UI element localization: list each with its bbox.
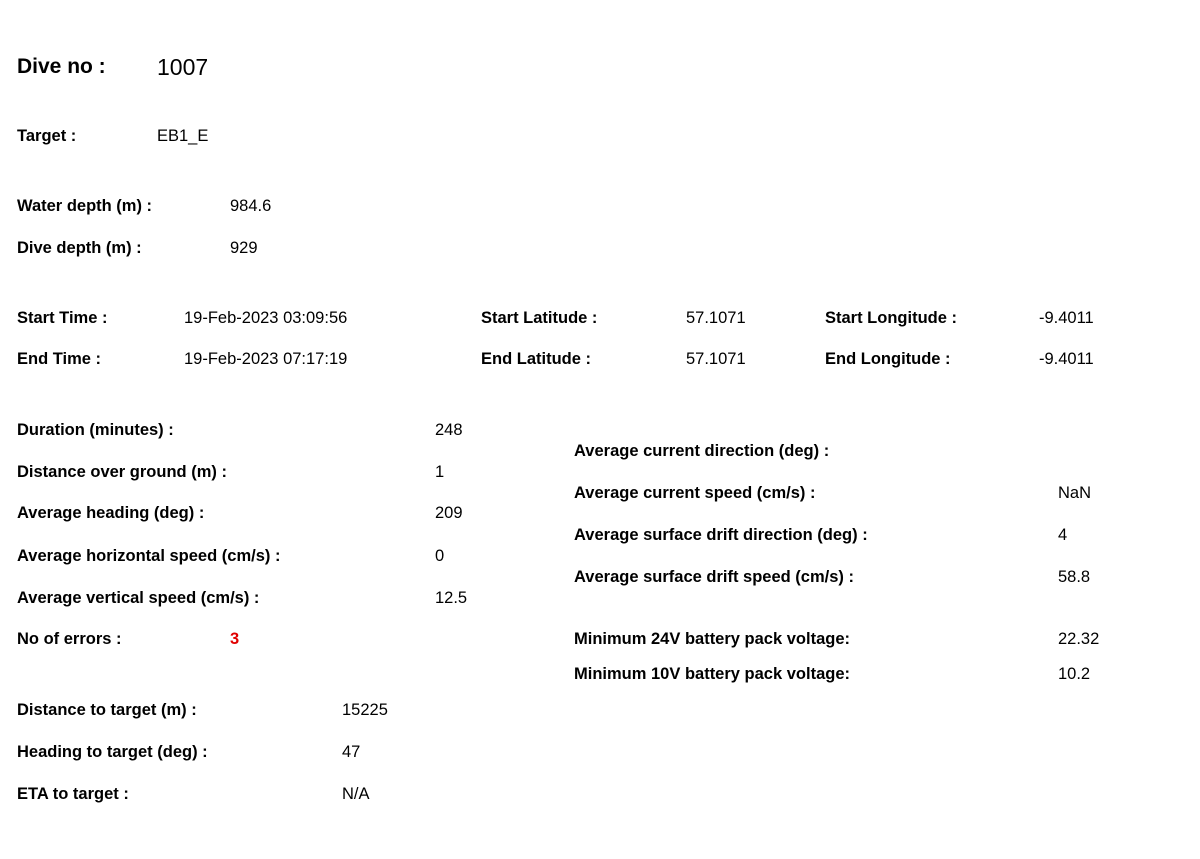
heading-to-target-label: Heading to target (deg) : bbox=[17, 743, 208, 761]
dive-no-label: Dive no : bbox=[17, 55, 106, 78]
avg-current-speed-label: Average current speed (cm/s) : bbox=[574, 484, 816, 502]
avg-vertical-speed-label: Average vertical speed (cm/s) : bbox=[17, 589, 260, 607]
end-time-value: 19-Feb-2023 07:17:19 bbox=[184, 350, 348, 368]
start-time-value: 19-Feb-2023 03:09:56 bbox=[184, 309, 348, 327]
eta-to-target-label: ETA to target : bbox=[17, 785, 129, 803]
start-longitude-value: -9.4011 bbox=[1039, 309, 1094, 327]
errors-value: 3 bbox=[230, 630, 240, 648]
start-latitude-value: 57.1071 bbox=[686, 309, 746, 327]
dive-depth-label: Dive depth (m) : bbox=[17, 239, 142, 257]
end-latitude-value: 57.1071 bbox=[686, 350, 746, 368]
avg-horizontal-speed-label: Average horizontal speed (cm/s) : bbox=[17, 547, 281, 565]
duration-label: Duration (minutes) : bbox=[17, 421, 174, 439]
water-depth-label: Water depth (m) : bbox=[17, 197, 153, 215]
start-time-label: Start Time : bbox=[17, 309, 108, 327]
start-longitude-label: Start Longitude : bbox=[825, 309, 957, 327]
avg-drift-speed-value: 58.8 bbox=[1058, 568, 1091, 586]
avg-horizontal-speed-value: 0 bbox=[435, 547, 445, 565]
distance-over-ground-value: 1 bbox=[435, 463, 445, 481]
eta-to-target-value: N/A bbox=[342, 785, 370, 803]
end-longitude-value: -9.4011 bbox=[1039, 350, 1094, 368]
average-heading-label: Average heading (deg) : bbox=[17, 504, 205, 522]
avg-current-direction-label: Average current direction (deg) : bbox=[574, 442, 830, 460]
min-24v-voltage-label: Minimum 24V battery pack voltage: bbox=[574, 630, 850, 648]
target-value: EB1_E bbox=[157, 127, 209, 145]
end-latitude-label: End Latitude : bbox=[481, 350, 591, 368]
min-10v-voltage-value: 10.2 bbox=[1058, 665, 1091, 683]
distance-over-ground-label: Distance over ground (m) : bbox=[17, 463, 227, 481]
end-time-label: End Time : bbox=[17, 350, 102, 368]
water-depth-value: 984.6 bbox=[230, 197, 272, 215]
avg-drift-direction-value: 4 bbox=[1058, 526, 1068, 544]
target-label: Target : bbox=[17, 127, 77, 145]
duration-value: 248 bbox=[435, 421, 463, 439]
distance-to-target-value: 15225 bbox=[342, 701, 388, 719]
end-longitude-label: End Longitude : bbox=[825, 350, 951, 368]
avg-current-speed-value: NaN bbox=[1058, 484, 1092, 502]
errors-label: No of errors : bbox=[17, 630, 122, 648]
average-heading-value: 209 bbox=[435, 504, 463, 522]
heading-to-target-value: 47 bbox=[342, 743, 361, 761]
min-10v-voltage-label: Minimum 10V battery pack voltage: bbox=[574, 665, 850, 683]
avg-drift-speed-label: Average surface drift speed (cm/s) : bbox=[574, 568, 854, 586]
start-latitude-label: Start Latitude : bbox=[481, 309, 598, 327]
min-24v-voltage-value: 22.32 bbox=[1058, 630, 1100, 648]
dive-no-value: 1007 bbox=[157, 54, 209, 80]
avg-vertical-speed-value: 12.5 bbox=[435, 589, 468, 607]
distance-to-target-label: Distance to target (m) : bbox=[17, 701, 197, 719]
dive-depth-value: 929 bbox=[230, 239, 258, 257]
avg-drift-direction-label: Average surface drift direction (deg) : bbox=[574, 526, 868, 544]
